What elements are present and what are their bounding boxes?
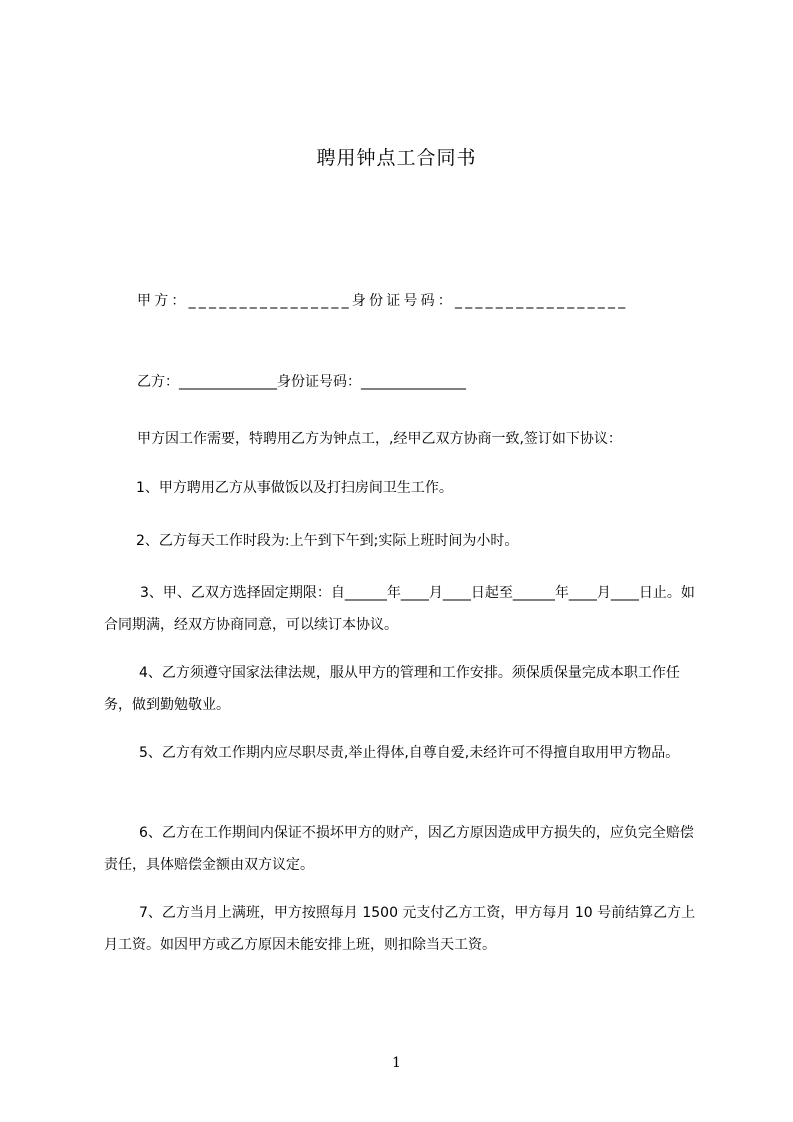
- page-number: 1: [392, 1055, 401, 1071]
- clause-3: 3、甲、乙双方选择固定期限：自______年____月____日起至______年____月____日止。如合同期满，经双方协商同意，可以续订本协议。: [104, 585, 695, 633]
- clause-7: 7、乙方当月上满班，甲方按照每月 1500 元支付乙方工资，甲方每月 10 号前结算乙方上月工资。如因甲方或乙方原因未能安排上班，则扣除当天工资。: [104, 905, 696, 953]
- intro-paragraph: 甲方因工作需要，特聘用乙方为钟点工，,经甲乙双方协商一致,签订如下协议：: [137, 431, 622, 447]
- clause-1: 1、甲方聘用乙方从事做饭以及打扫房间卫生工作。: [136, 480, 453, 496]
- clause-2: 2、乙方每天工作时段为:上午到下午到;实际上班时间为小时。: [136, 533, 519, 549]
- party-b-line: 乙方：______________身份证号码：_______________: [137, 374, 466, 390]
- document-title: 聘用钟点工合同书: [316, 147, 477, 169]
- party-a-line: 甲方：________________身份证号码：_________________: [137, 293, 629, 309]
- clause-6: 6、乙方在工作期间内保证不损坏甲方的财产，因乙方原因造成甲方损失的，应负完全赔偿责任，具体赔偿金额由双方议定。: [104, 825, 694, 873]
- clause-4: 4、乙方须遵守国家法律法规，服从甲方的管理和工作安排。须保质保量完成本职工作任务，做到勤勉敬业。: [104, 665, 680, 713]
- clause-5: 5、乙方有效工作期内应尽职尽责,举止得体,自尊自爱,未经许可不得擅自取用甲方物品。: [139, 745, 680, 761]
